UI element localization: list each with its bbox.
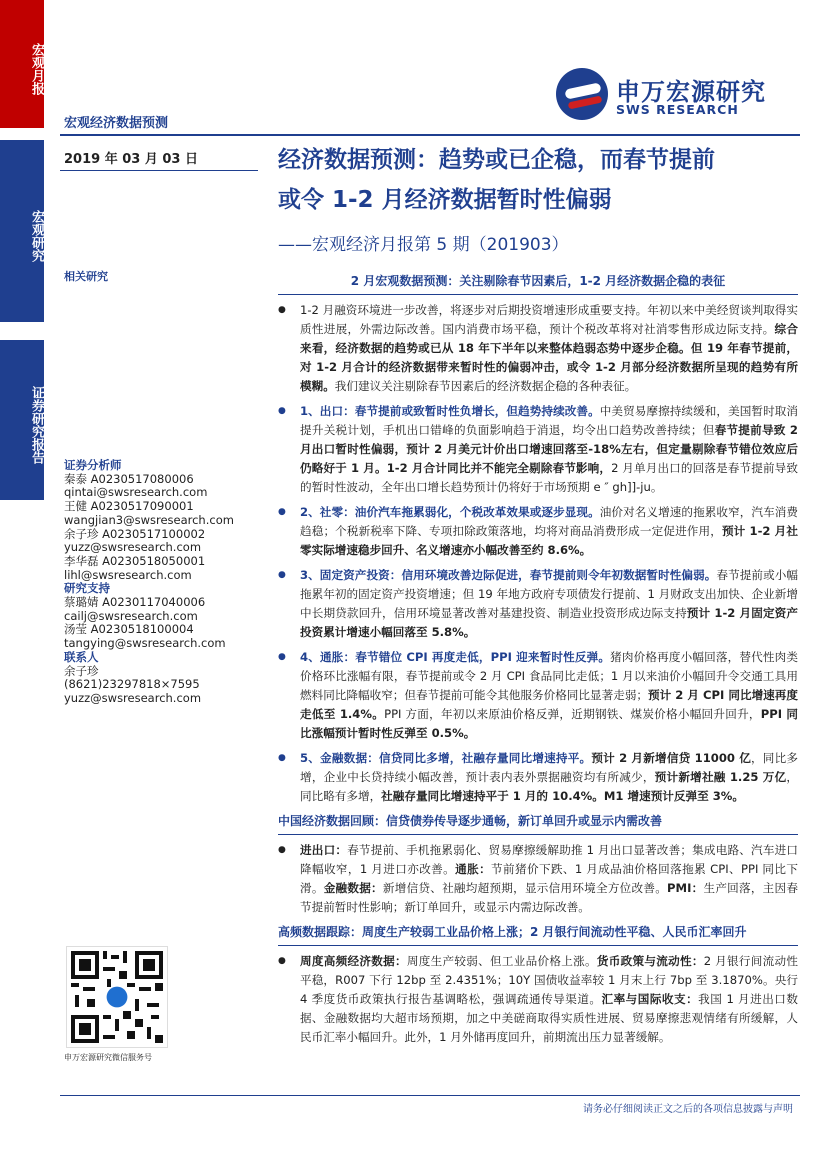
sidebar-tab-macro-research: 宏观研究 [0, 140, 44, 322]
contact-phone: (8621)23297818×7595 [64, 677, 200, 692]
wechat-qr-code-icon [66, 946, 168, 1048]
qr-caption: 申万宏源研究微信服务号 [64, 1053, 152, 1062]
analyst-email[interactable]: qintai@swsresearch.com [64, 485, 208, 500]
list-item: ● 2、社零：油价汽车拖累弱化，个税改革效果或逐步显现。油价对名义增速的拖累收窄，汽车消费趋稳；个税新税率下降、专项扣除政策落地，均将对商品消费形成一定促进作用，预计 1-2 月社零实际增速稳步回升、名义增速亦小幅改善至约 8.6%。 [278, 503, 798, 560]
report-section-label: 宏观经济数据预测 [64, 116, 169, 131]
sidebar-tab-securities-report: 证券研究报告 [0, 340, 44, 500]
analyst-line: 李华磊 A0230518050001 [64, 553, 206, 568]
date-divider [60, 170, 258, 171]
support-line: 蔡璐婧 A0230117040006 [64, 595, 206, 610]
analyst-line: 余子珍 A0230517100002 [64, 526, 206, 541]
contact-name: 余子珍 [64, 663, 99, 678]
footer-divider [60, 1095, 800, 1096]
contact-heading: 联系人 [64, 649, 99, 664]
sidebar-tab-monthly: 宏观月报 [0, 0, 44, 128]
section-heading-review: 中国经济数据回顾：信贷债券传导逐步通畅，新订单回升或显示内需改善 [278, 814, 663, 828]
support-email[interactable]: tangying@swsresearch.com [64, 636, 226, 651]
section-heading-forecast: 2 月宏观数据预测：关注剔除春节因素后，1-2 月经济数据企稳的表征 [350, 274, 726, 288]
list-item: ● 进出口：春节提前、手机拖累弱化、贸易摩擦缓解助推 1 月出口显著改善；集成电路、汽车进口降幅收窄，1 月进口亦改善。通胀：节前猪价下跌、1 月成品油价格回落拖累 CPI、PPI 同比下滑。金融数据：新增信贷、社融均超预期，显示信用环境全方位改善。PMI：生产回落，主因春节提前暂时性影响；新订单回升，或显示内需边际改善。 [278, 841, 798, 917]
disclaimer-footer: 请务必仔细阅读正文之后的各项信息披露与声明 [583, 1104, 793, 1115]
logo-text-en: SWS RESEARCH [616, 102, 739, 117]
report-body [278, 272, 798, 1053]
list-item: ● 4、通胀：春节错位 CPI 再度走低，PPI 迎来暂时性反弹。猪肉价格再度小幅回落，替代性肉类价格环比涨幅有限，春节提前或令 2 月 CPI 食品同比走低；1 月以来油价小幅回升令交通工具用燃料同比降幅收窄；但春节提前可能令其他服务价格同比显著走弱；预计 2 月 CPI 同比增速再度走低至 1.4%。PPI 方面，年初以来原油价格反弹，近期钢铁、煤炭价格小幅回升回升，PPI 同比涨幅预计暂时性反弹至 0.5%。 [278, 648, 798, 743]
report-subtitle: ——宏观经济月报第 5 期（201903） [278, 235, 569, 255]
analyst-email[interactable]: lihl@swsresearch.com [64, 567, 192, 582]
analyst-email[interactable]: wangjian3@swsresearch.com [64, 512, 234, 527]
section-divider [278, 945, 798, 946]
support-line: 汤莹 A0230518100004 [64, 622, 194, 637]
list-item: ● 1、出口：春节提前或致暂时性负增长，但趋势持续改善。中美贸易摩擦持续缓和，美国暂时取消提升关税计划，手机出口错峰的负面影响趋于消退，均令出口趋势改善持续；但春节提前导致 2 月出口暂时性偏弱，预计 2 月美元计价出口增速回落至-18%左右，但定量剔除春节错位效应后仍略好于 1 月。1-2 月合计同比并不能完全剔除春节影响，2 月单月出口的回落是春节提前导致的暂时性波动，全年出口增长趋势预计仍将好于市场预期 e ″ gh]]-ju。 [278, 402, 798, 497]
report-title: 经济数据预测：趋势或已企稳，而春节提前 或令 1-2 月经济数据暂时性偏弱 [278, 147, 715, 213]
logo-mark-icon [556, 68, 608, 120]
report-date: 2019 年 03 月 03 日 [64, 152, 198, 167]
support-heading: 研究支持 [64, 581, 110, 596]
related-research-heading: 相关研究 [64, 270, 108, 283]
list-item: ● 5、金融数据：信贷同比多增，社融存量同比增速持平。预计 2 月新增信贷 11000 亿，同比多增，企业中长贷持续小幅改善，预计表内表外票据融资均有所减少，预计新增社融 1.25 万亿，同比略有多增，社融存量同比增速持平于 1 月的 10.4%。M1 增速预计反弹至 3%。 [278, 749, 798, 806]
list-item: ● 周度高频经济数据：周度生产较弱、但工业品价格上涨。货币政策与流动性：2 月银行间流动性平稳，R007 下行 12bp 至 2.4351%；10Y 国债收益率较 1 月末上行 7bp 至 3.1870%。央行 4 季度货币政策执行报告基调略松，强调疏通传导渠道。汇率与国际收支：我国 1 月进出口数据、金融数据均大超市场预期，加之中美磋商取得实质性进展、贸易摩擦悲观情绪有所缓解，人民币汇率小幅回升。此外，1 月外储再度回升，前期流出压力显著缓解。 [278, 952, 798, 1047]
section-heading-highfreq: 高频数据跟踪：周度生产较弱工业品价格上涨；2 月银行间流动性平稳、人民币汇率回升 [278, 925, 747, 939]
contact-email[interactable]: yuzz@swsresearch.com [64, 690, 202, 705]
list-item: ● 3、固定资产投资：信用环境改善边际促进，春节提前则令年初数据暂时性偏弱。春节提前或小幅拖累年初的固定资产投资增速；但 19 年地方政府专项债发行提前、1 月财政支出加快、企业新增中长期贷款回升，信用环境显著改善对基建投资、制造业投资形成边际支持预计 1-2 月固定资产投资累计增速小幅回落至 5.8%。 [278, 566, 798, 642]
logo-text-cn: 申万宏源研究 [616, 78, 766, 106]
analysts-heading: 证券分析师 [64, 458, 122, 472]
analyst-line: 王健 A0230517090001 [64, 499, 194, 514]
list-item: ● 1-2 月融资环境进一步改善，将逐步对后期投资增速形成重要支持。年初以来中美经贸谈判取得实质性进展，外需边际改善。国内消费市场平稳，预计个税改革将对社消零售形成边际支持。综合来看，经济数据的趋势或已从 18 年下半年以来整体趋弱态势中逐步企稳。但 19 年春节提前，对 1-2 月合计的经济数据带来暂时性的偏弱冲击，或令 1-2 月部分经济数据所呈现的趋势有所模糊。我们建议关注剔除春节因素后的经济数据企稳的各种表征。 [278, 301, 798, 396]
section-divider [278, 834, 798, 835]
header-divider [60, 134, 800, 136]
analyst-line: 秦泰 A0230517080006 [64, 471, 194, 486]
section-divider [278, 294, 798, 295]
support-email[interactable]: cailj@swsresearch.com [64, 608, 198, 623]
contacts-panel [64, 459, 254, 706]
analyst-email[interactable]: yuzz@swsresearch.com [64, 540, 202, 555]
company-logo [556, 68, 786, 120]
